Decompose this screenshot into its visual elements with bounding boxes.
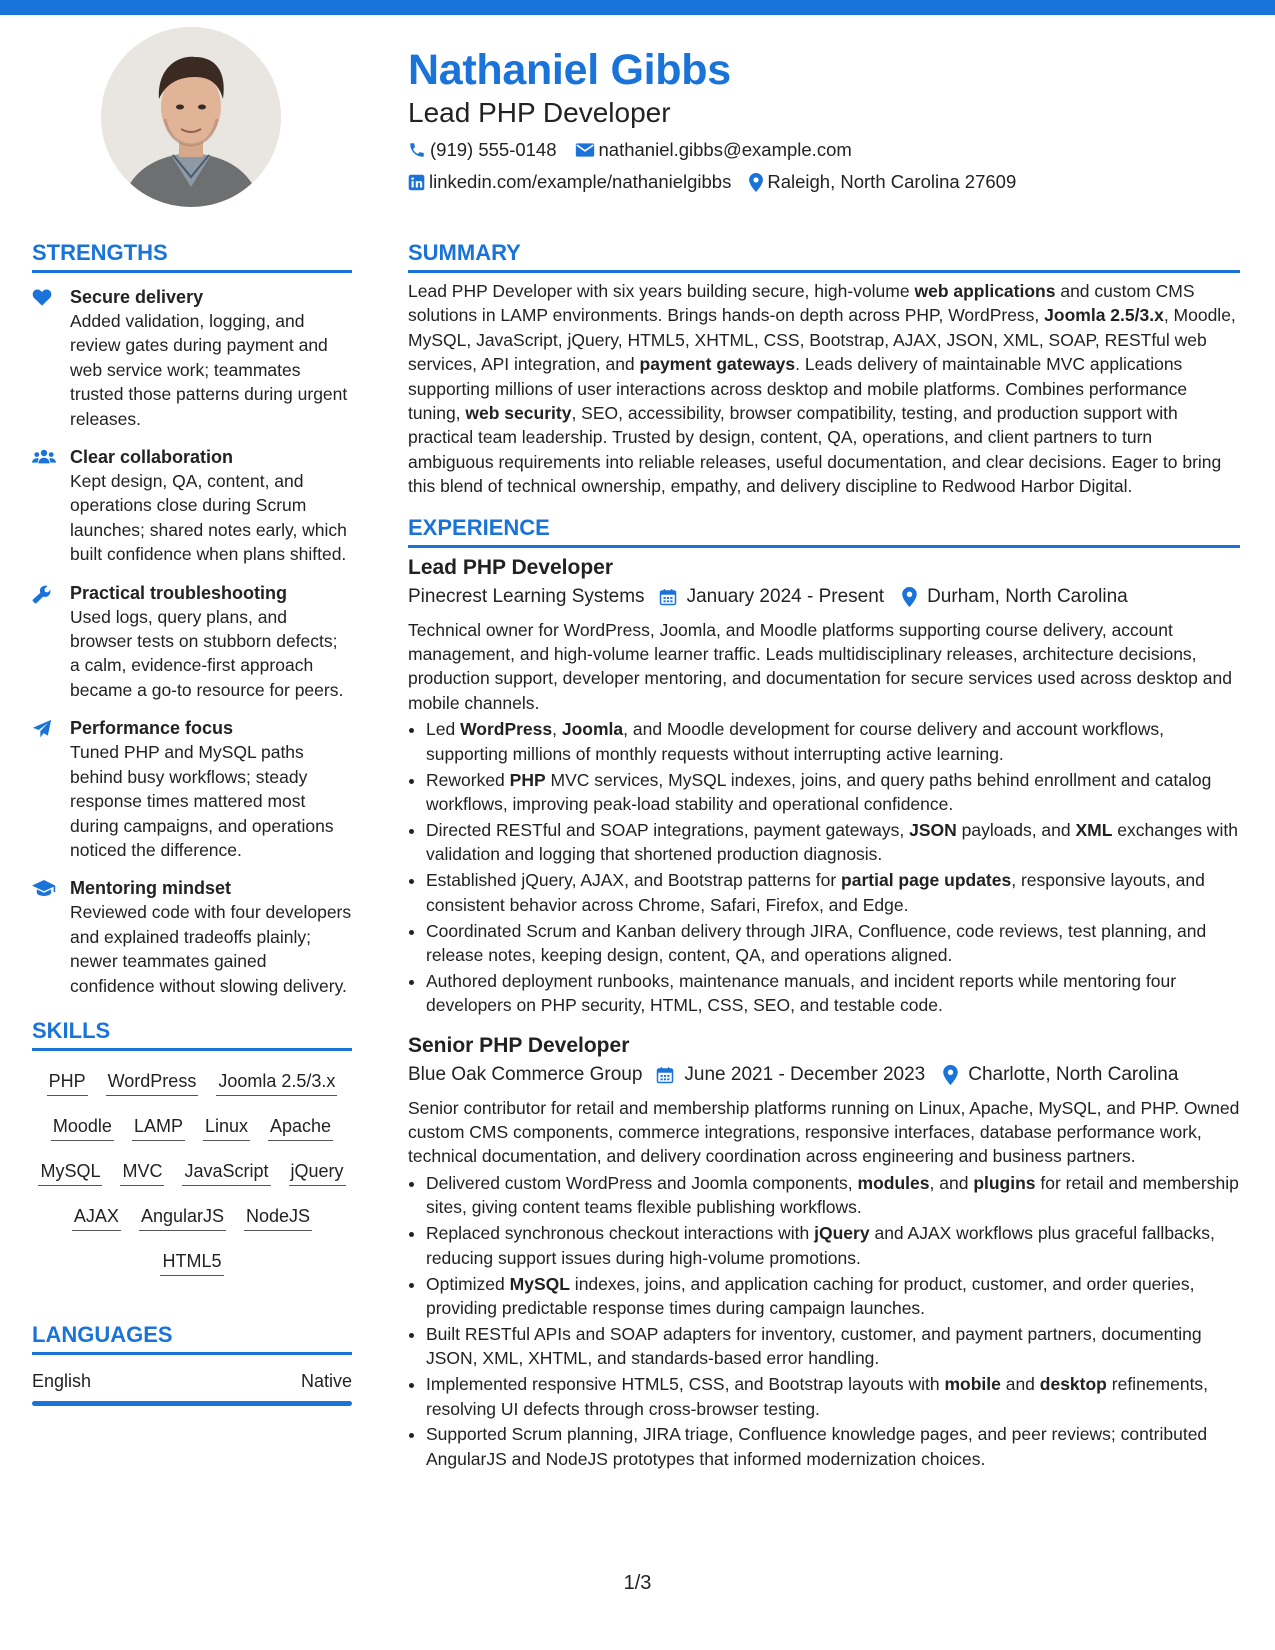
strengths-rule bbox=[32, 270, 352, 273]
location-contact bbox=[749, 166, 1016, 198]
job-bullet: • Established jQuery, AJAX, and Bootstrap patterns for partial page updates, responsive layouts, and consistent behavior across Chrome, Safari, Firefox, and Edge. bbox=[426, 868, 1240, 917]
job-bullets bbox=[408, 1171, 1240, 1471]
jobs-list bbox=[408, 554, 1240, 1472]
strength-description: Reviewed code with four developers and explained tradeoffs plainly; newer teammates gained confidence without slowing delivery. bbox=[70, 902, 352, 996]
job-meta bbox=[408, 582, 1240, 612]
skill-tag: AJAX bbox=[72, 1204, 121, 1231]
profile-photo bbox=[101, 27, 281, 207]
skills-rule bbox=[32, 1048, 352, 1051]
job-bullet: • Reworked PHP MVC services, MySQL indexes, joins, and query paths behind enrollment and catalog workflows, improving peak-load stability and operational confidence. bbox=[426, 768, 1240, 817]
job-company: Pinecrest Learning Systems bbox=[408, 585, 645, 607]
skill-tag: PHP bbox=[47, 1069, 88, 1096]
paper-plane-icon bbox=[32, 716, 70, 862]
job-description: Senior contributor for retail and membership platforms running on Linux, Apache, MySQL, and PHP. Owned custom CMS components, commerce integrations, responsive interfaces, database performance work, technical documentation, and delivery coordination across engineering and business partners. bbox=[408, 1097, 1240, 1167]
top-accent-bar bbox=[0, 0, 1275, 15]
job-location: Durham, North Carolina bbox=[927, 585, 1128, 607]
strength-body bbox=[70, 716, 352, 862]
strength-item bbox=[32, 581, 352, 703]
skill-tag: HTML5 bbox=[160, 1249, 223, 1276]
strength-body bbox=[70, 581, 352, 703]
candidate-name: Nathaniel Gibbs bbox=[408, 46, 731, 94]
page-number: 1/3 bbox=[623, 1572, 652, 1594]
skill-tag: MySQL bbox=[38, 1159, 102, 1186]
job-bullet: • Implemented responsive HTML5, CSS, and Bootstrap layouts with mobile and desktop refinements, resolving UI defects through cross-browser testing. bbox=[426, 1372, 1240, 1421]
linkedin-contact[interactable] bbox=[408, 166, 731, 198]
experience-rule bbox=[408, 545, 1240, 548]
skill-tag: JavaScript bbox=[182, 1159, 270, 1186]
strength-description: Added validation, logging, and review gates during payment and web service work; teammates trusted those patterns during urgent releases. bbox=[70, 311, 348, 429]
job-title: Senior PHP Developer bbox=[408, 1033, 630, 1057]
strength-body bbox=[70, 285, 352, 431]
experience-heading: EXPERIENCE bbox=[408, 514, 550, 540]
left-column bbox=[32, 238, 352, 1406]
skill-tag: LAMP bbox=[132, 1114, 185, 1141]
strengths-heading: STRENGTHS bbox=[32, 240, 168, 265]
strength-title: Secure delivery bbox=[70, 287, 204, 307]
job-bullet: • Optimized MySQL indexes, joins, and application caching for product, customer, and order queries, providing predictable response times during campaign launches. bbox=[426, 1272, 1240, 1321]
envelope-icon bbox=[575, 142, 595, 158]
job-dates: January 2024 - Present bbox=[686, 585, 885, 607]
map-pin-icon bbox=[902, 587, 927, 607]
language-name: English bbox=[32, 1370, 92, 1391]
job-bullets bbox=[408, 717, 1240, 1017]
languages-rule bbox=[32, 1352, 352, 1355]
strength-item bbox=[32, 285, 352, 431]
graduation-cap-icon bbox=[32, 876, 70, 998]
language-proficiency-bar bbox=[32, 1401, 352, 1406]
strength-description: Tuned PHP and MySQL paths behind busy workflows; steady response times mattered most during campaigns, and operations noticed the difference. bbox=[70, 742, 334, 860]
job-bullet: • Authored deployment runbooks, maintenance manuals, and incident reports while mentoring four developers on PHP security, HTML, CSS, SEO, and testable code. bbox=[426, 969, 1240, 1018]
job-bullet: • Supported Scrum planning, JIRA triage, Confluence knowledge pages, and peer reviews; contributed AngularJS and NodeJS prototypes that informed modernization choices. bbox=[426, 1422, 1240, 1471]
skill-tag: jQuery bbox=[289, 1159, 346, 1186]
email-contact[interactable] bbox=[575, 134, 852, 166]
skill-tag: MVC bbox=[120, 1159, 164, 1186]
job-entry bbox=[408, 554, 1240, 1018]
languages-list bbox=[32, 1369, 352, 1406]
strength-body bbox=[70, 445, 352, 567]
heart-icon bbox=[32, 285, 70, 431]
job-bullet: • Built RESTful APIs and SOAP adapters for inventory, customer, and payment partners, documenting JSON, XML, XHTML, and standards-based error handling. bbox=[426, 1322, 1240, 1371]
job-location: Charlotte, North Carolina bbox=[968, 1063, 1179, 1085]
language-level: Native bbox=[300, 1370, 352, 1391]
summary-rule bbox=[408, 270, 1240, 273]
strength-title: Performance focus bbox=[70, 718, 234, 739]
strength-title: Practical troubleshooting bbox=[70, 582, 288, 603]
linkedin-icon bbox=[408, 174, 425, 191]
strength-description: Kept design, QA, content, and operations close during Scrum launches; shared notes early, which built confidence when plans shifted. bbox=[70, 471, 347, 565]
job-dates: June 2021 - December 2023 bbox=[684, 1063, 926, 1085]
strength-description: Used logs, query plans, and browser tests on stubborn defects; a calm, evidence-first approach became a go-to resource for peers. bbox=[70, 606, 344, 700]
strength-title: Mentoring mindset bbox=[70, 878, 231, 899]
contact-row-1 bbox=[408, 134, 1238, 166]
job-bullet: • Led WordPress, Joomla, and Moodle development for course delivery and account workflows, supporting millions of monthly requests without interrupting active learning. bbox=[426, 717, 1240, 766]
strength-body bbox=[70, 876, 352, 998]
summary-text: Lead PHP Developer with six years building secure, high-volume web applications and custom CMS solutions in LAMP environments. Brings hands-on depth across PHP, WordPress, Joomla 2.5/3.x, Moodle, MySQL, JavaScript, jQuery, HTML5, XHTML, CSS, Bootstrap, AJAX, JSON, XML, SOAP, RESTful web services, API integration, and payment gateways. Leads delivery of maintainable MVC applications supporting millions of user interactions across desktop and mobile platforms. Combines performance tuning, web security, SEO, accessibility, browser compatibility, testing, and production support with practical team leadership. Trusted by design, content, QA, operations, and client partners to turn ambiguous requirements into reliable releases, useful documentation, and clear decisions. Eager to bring this blend of technical ownership, empathy, and delivery discipline to Redwood Harbor Digital. bbox=[408, 281, 1236, 497]
languages-heading: LANGUAGES bbox=[32, 1321, 173, 1347]
phone-icon bbox=[408, 141, 426, 159]
strength-item bbox=[32, 876, 352, 998]
strengths-list bbox=[32, 285, 352, 998]
strength-item bbox=[32, 716, 352, 862]
job-title: Lead PHP Developer bbox=[408, 555, 614, 579]
job-bullet: • Coordinated Scrum and Kanban delivery through JIRA, Confluence, code reviews, test planning, and release notes, keeping design, content, QA, and operations aligned. bbox=[426, 919, 1240, 968]
map-pin-icon bbox=[749, 173, 763, 192]
job-bullet: • Directed RESTful and SOAP integrations, payment gateways, JSON payloads, and XML exchanges with validation and logging that shortened production diagnosis. bbox=[426, 818, 1240, 867]
map-pin-icon bbox=[943, 1065, 968, 1085]
job-description: Technical owner for WordPress, Joomla, and Moodle platforms supporting course delivery, account management, and high-volume learner traffic. Leads multidisciplinary releases, architecture decisions, production support, developer mentoring, and documentation for secure services used across desktop and mobile channels. bbox=[408, 619, 1232, 713]
job-company: Blue Oak Commerce Group bbox=[408, 1063, 643, 1085]
job-bullet: • Delivered custom WordPress and Joomla components, modules, and plugins for retail and membership sites, giving content teams flexible publishing workflows. bbox=[426, 1171, 1240, 1220]
contact-row-2 bbox=[408, 166, 1238, 198]
phone-text: (919) 555-0148 bbox=[430, 139, 557, 160]
job-entry bbox=[408, 1032, 1240, 1472]
job-bullet: • Replaced synchronous checkout interactions with jQuery and AJAX workflows plus graceful fallbacks, reducing support issues during high-volume promotions. bbox=[426, 1221, 1240, 1270]
linkedin-text: linkedin.com/example/nathanielgibbs bbox=[429, 171, 732, 192]
right-column bbox=[408, 238, 1240, 1485]
language-item bbox=[32, 1369, 352, 1406]
skills-list bbox=[32, 1063, 352, 1286]
skill-tag: AngularJS bbox=[139, 1204, 226, 1231]
skill-tag: Joomla 2.5/3.x bbox=[216, 1069, 337, 1096]
skill-tag: Apache bbox=[268, 1114, 333, 1141]
skills-heading: SKILLS bbox=[32, 1017, 111, 1043]
job-meta bbox=[408, 1060, 1240, 1090]
skill-tag: WordPress bbox=[106, 1069, 199, 1096]
strength-title: Clear collaboration bbox=[70, 447, 234, 468]
location-text: Raleigh, North Carolina 27609 bbox=[767, 171, 1017, 192]
calendar-icon bbox=[656, 1066, 684, 1084]
phone-contact[interactable] bbox=[408, 134, 557, 166]
language-row bbox=[32, 1369, 352, 1393]
resume-header bbox=[408, 44, 1238, 198]
summary-heading: SUMMARY bbox=[408, 240, 521, 265]
skill-tag: Linux bbox=[203, 1114, 250, 1141]
users-icon bbox=[32, 445, 70, 567]
skill-tag: Moodle bbox=[51, 1114, 114, 1141]
candidate-title: Lead PHP Developer bbox=[408, 97, 671, 128]
skill-tag: NodeJS bbox=[244, 1204, 312, 1231]
wrench-icon bbox=[32, 581, 70, 703]
strength-item bbox=[32, 445, 352, 567]
calendar-icon bbox=[659, 588, 687, 606]
email-text: nathaniel.gibbs@example.com bbox=[598, 139, 852, 160]
